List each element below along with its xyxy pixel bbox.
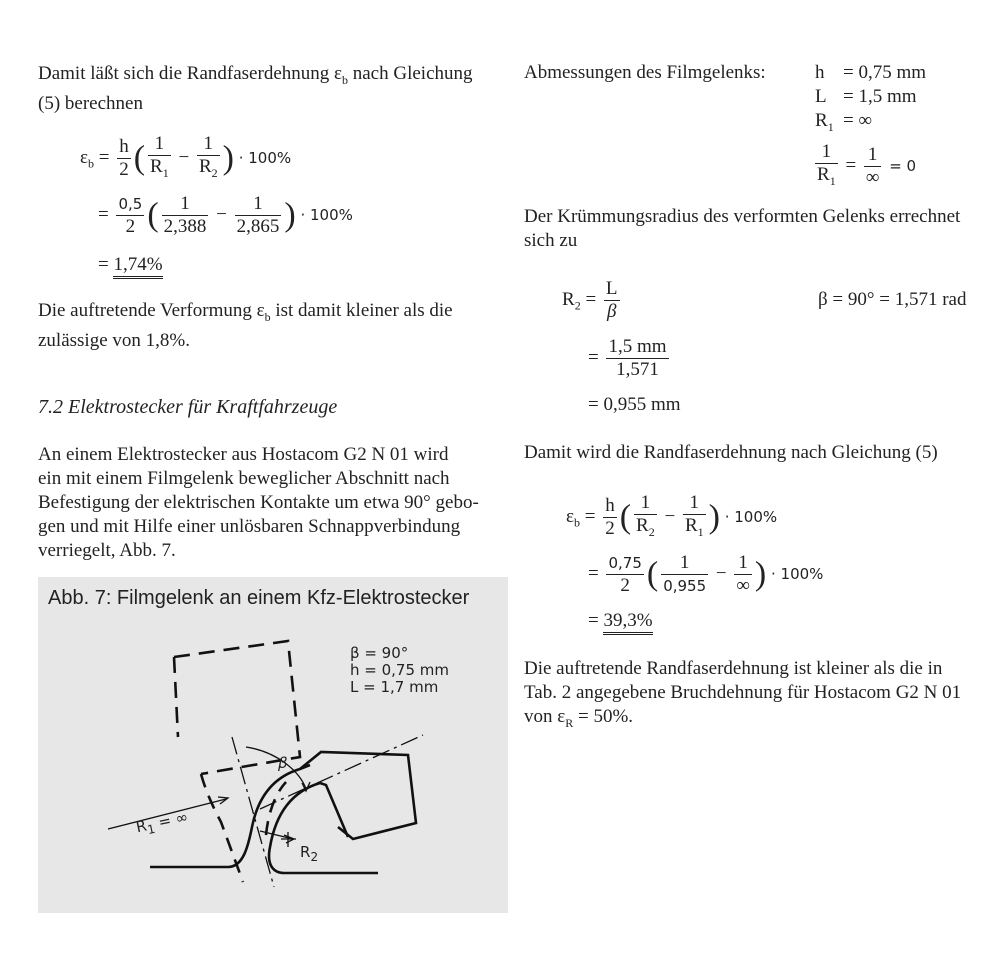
beta-angle-label: β (278, 754, 288, 772)
formula2-line-2: = $\frac{0,75}{2}$ ( $\frac{1}{0,955}$ − $\frac{1}{\infty}$ ) · 100% (588, 552, 824, 596)
film-hinge-diagram (38, 577, 508, 913)
beta-value: β = 90° = 1,571 rad (818, 289, 967, 310)
dims-label: Abmessungen des Filmgelenks: (524, 62, 766, 83)
r2-label: $R_2$ (300, 843, 319, 864)
conclusion-paragraph: Die auftretende Verformung $\varepsilon_b$ ist damit kleiner als die zulässige von 1,8%. (38, 300, 453, 351)
strain-paragraph: Damit wird die Randfaserdehnung nach Gleichung (5) (524, 442, 938, 463)
figure-parameters: β = 90° h = 0,75 mm L = 1,7 mm (350, 644, 450, 696)
formula2-result: = 39,3% (588, 610, 653, 632)
section-paragraph: An einem Elektrostecker aus Hostacom G2 N 01 wird ein mit einem Filmgelenk beweglicher Abschnitt nach Befestigung der elektrischen Kontakte um etwa 90° gebo- gen und mit Hilfe einer unlösbaren Schnappverbindung verriegelt, Abb. 7. (38, 444, 479, 561)
r1-label: $R_1$ = ∞ (134, 807, 190, 838)
section-heading: 7.2 Elektrostecker für Kraftfahrzeuge (38, 396, 338, 418)
radius-paragraph: Der Krümmungsradius des verformten Gelenks errechnet sich zu (524, 206, 961, 251)
radius-formula-line-2: = $\frac{1,5 mm}{1,571}$ (588, 336, 667, 380)
formula-line-1: $\varepsilon_b$ = $\frac{h}{2}$ ( $\frac{1}{R_1}$ − $\frac{1}{R_2}$ ) · 100% (80, 133, 292, 180)
figure-7 (38, 577, 508, 913)
formula-line-2: = $\frac{0,5}{2}$ ( $\frac{1}{2,388}$ − $\frac{1}{2,865}$ ) · 100% (98, 193, 353, 237)
intro-paragraph: Damit läßt sich die Randfaserdehnung $\varepsilon_b$ nach Gleichung (5) berechnen (38, 63, 473, 114)
formula-result: = 1,74% (98, 254, 163, 276)
figure-caption: Abb. 7: Filmgelenk an einem Kfz-Elektrostecker (48, 587, 470, 609)
final-paragraph: Die auftretende Randfaserdehnung ist kleiner als die in Tab. 2 angegebene Bruchdehnung für Hostacom G2 N 01 von $\varepsilon_R = 50\%$. (524, 658, 962, 730)
dims-block: h = 0,75 mm L = 1,5 mm $R_1$ = ∞ $\frac{1}{R_1}$ = $\frac{1}{\infty}$ = 0 (815, 62, 927, 188)
radius-result: = 0,955 mm (588, 394, 681, 415)
formula2-line-1: $\varepsilon_b$ = $\frac{h}{2}$ ( $\frac{1}{R_2}$ − $\frac{1}{R_1}$ ) · 100% (566, 492, 778, 539)
radius-formula: $R_2$ = $\frac{L}{\beta}$ (562, 278, 618, 322)
